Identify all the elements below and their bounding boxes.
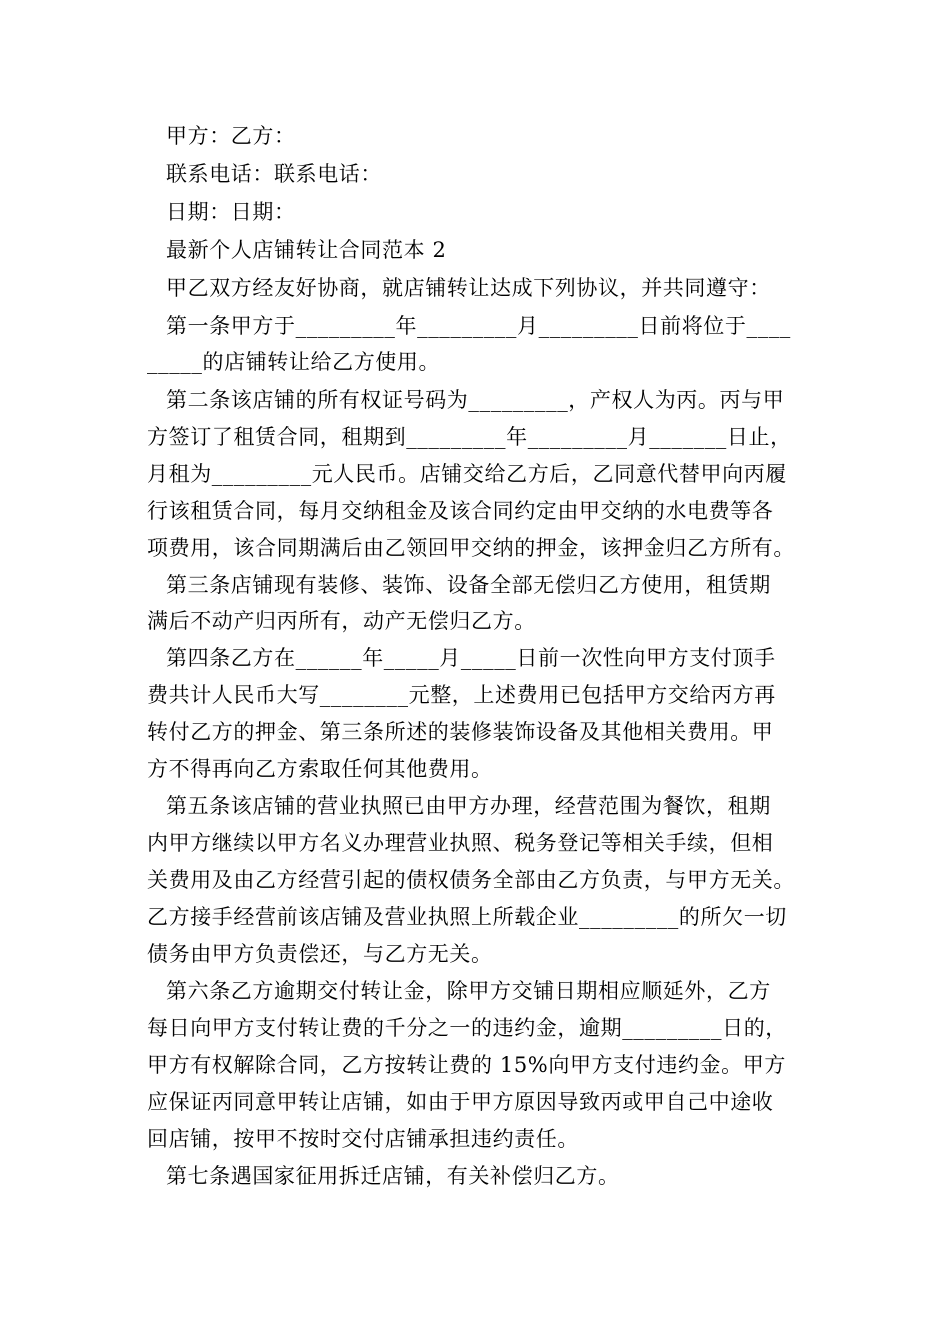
clause-3-line: 满后不动产归丙所有，动产无偿归乙方。: [147, 609, 536, 633]
clause-2-line: 第二条该店铺的所有权证号码为_________，产权人为丙。丙与甲: [166, 388, 785, 412]
clause-4-line: 方不得再向乙方索取任何其他费用。: [147, 757, 493, 781]
clause-7-line: 第七条遇国家征用拆迁店铺，有关补偿归乙方。: [166, 1164, 620, 1188]
date-line: 日期：日期：: [166, 200, 296, 224]
clause-6-line: 甲方有权解除合同，乙方按转让费的 15%向甲方支付违约金。甲方: [147, 1053, 786, 1077]
intro-paragraph: 甲乙双方经友好协商，就店铺转让达成下列协议，并共同遵守：: [166, 276, 771, 300]
clause-5-line: 内甲方继续以甲方名义办理营业执照、税务登记等相关手续，但相: [147, 831, 774, 855]
clause-4-line: 费共计人民币大写________元整，上述费用已包括甲方交给丙方再: [147, 683, 776, 707]
clause-2-line: 项费用，该合同期满后由乙领回甲交纳的押金，该押金归乙方所有。: [147, 536, 795, 560]
clause-2-line: 行该租赁合同，每月交纳租金及该合同约定由甲交纳的水电费等各: [147, 499, 774, 523]
section-title: 最新个人店铺转让合同范本 2: [166, 238, 447, 262]
clause-2-line: 方签订了租赁合同，租期到_________年_________月_______日止，: [147, 425, 792, 449]
clause-5-line: 债务由甲方负责偿还，与乙方无关。: [147, 942, 493, 966]
clause-6-line: 第六条乙方逾期交付转让金，除甲方交铺日期相应顺延外，乙方: [166, 979, 771, 1003]
clause-5-line: 关费用及由乙方经营引起的债权债务全部由乙方负责，与甲方无关。: [147, 868, 795, 892]
clause-5-line: 乙方接手经营前该店铺及营业执照上所载企业_________的所欠一切: [147, 905, 787, 929]
clause-1-line: 第一条甲方于_________年_________月_________日前将位于____: [166, 314, 791, 338]
clause-3-line: 第三条店铺现有装修、装饰、设备全部无偿归乙方使用，租赁期: [166, 573, 771, 597]
clause-6-line: 应保证丙同意甲转让店铺，如由于甲方原因导致丙或甲自己中途收: [147, 1090, 774, 1114]
clause-4-line: 转付乙方的押金、第三条所述的装修装饰设备及其他相关费用。甲: [147, 720, 774, 744]
clause-2-line: 月租为_________元人民币。店铺交给乙方后，乙同意代替甲向丙履: [147, 462, 787, 486]
clause-6-line: 每日向甲方支付转让费的千分之一的违约金，逾期_________日的，: [147, 1016, 787, 1040]
phone-line: 联系电话：联系电话：: [166, 162, 382, 186]
clause-6-line: 回店铺，按甲不按时交付店铺承担违约责任。: [147, 1127, 579, 1151]
clause-5-line: 第五条该店铺的营业执照已由甲方办理，经营范围为餐饮，租期: [166, 794, 771, 818]
clause-1-line: _____的店铺转让给乙方使用。: [147, 350, 441, 374]
clause-4-line: 第四条乙方在______年_____月_____日前一次性向甲方支付顶手: [166, 646, 776, 670]
party-line: 甲方：乙方：: [166, 124, 296, 148]
